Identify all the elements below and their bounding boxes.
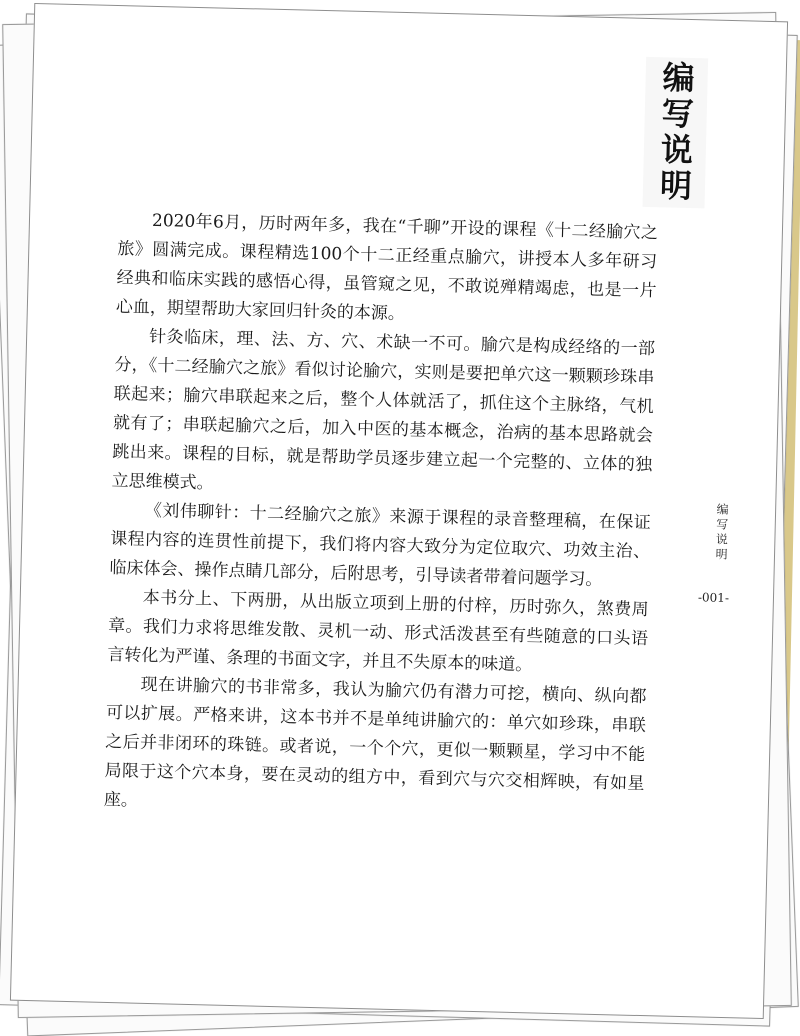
page-title: 编写说明 bbox=[643, 57, 709, 208]
paragraph: 现在讲腧穴的书非常多，我认为腧穴仍有潜力可挖，横向、纵向都可以扩展。严格来讲，这本书并不是单纯讲腧穴的：单穴如珍珠，串联之后并非闭环的珠链。或者说，一个个穴，更似一颗颗星，学习中不能局限于这个穴本身，要在灵动的组方中，看到穴与穴交相辉映，有如星座。 bbox=[103, 674, 647, 811]
page-number: -001- bbox=[697, 590, 730, 606]
book-page bbox=[10, 3, 788, 1019]
body-text bbox=[103, 206, 658, 828]
paragraph: 针灸临床，理、法、方、穴、术缺一不可。腧穴是构成经络的一部分，《十二经腧穴之旅》看似讨论腧穴，实则是要把单穴这一颗颗珍珠串联起来；腧穴串联起来之后，整个人体就活了，抓住这个主脉络，气机就有了；串联起腧穴之后，加入中医的基本概念，治病的基本思路就会跳出来。课程的目标，就是帮助学员逐步建立起一个完整的、立体的独立思维模式。 bbox=[111, 326, 656, 494]
paragraph: 《刘伟聊针：十二经腧穴之旅》来源于课程的录音整理稿，在保证课程内容的连贯性前提下，我们将内容大致分为定位取穴、功效主治、临床体会、操作点睛几部分，后附思考，引导读者带着问题学习。 bbox=[109, 500, 652, 590]
running-head: 编写说明 bbox=[713, 502, 730, 564]
paragraph: 本书分上、下两册，从出版立项到上册的付梓，历时弥久，煞费周章。我们力求将思维发散、灵机一动、形式活泼甚至有些随意的口头语言转化为严谨、条理的书面文字，并且不失原本的味道。 bbox=[107, 587, 649, 676]
paragraph: 2020年6月，历时两年多，我在“千聊”开设的课程《十二经腧穴之旅》圆满完成。课程精选100个十二正经重点腧穴，讲授本人多年研习经典和临床实践的感悟心得，虽管窥之见，不敢说殚精竭虑，也是一片心血，期望帮助大家回归针灸的本源。 bbox=[115, 210, 659, 325]
